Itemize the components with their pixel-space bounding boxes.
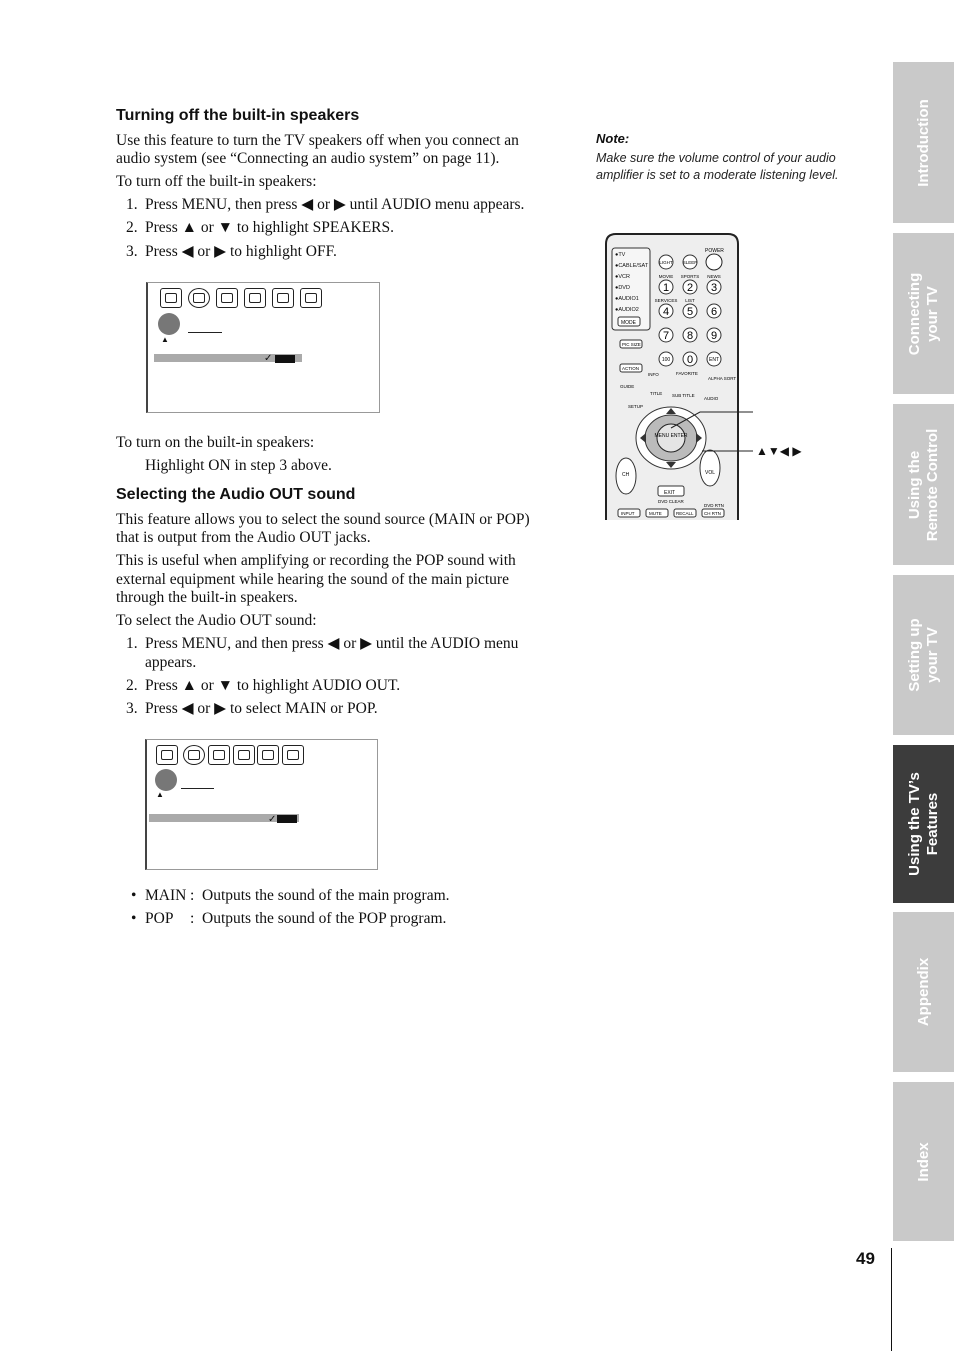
lock-menu-icon xyxy=(272,288,294,308)
setup-label: SETUP xyxy=(628,404,644,409)
selected-audio-icon xyxy=(155,769,177,791)
key-6: 6 xyxy=(710,306,718,318)
pop-menu-icon xyxy=(300,288,322,308)
step-text: Press MENU, then press ◀ or ▶ until AUDIO menu appears. xyxy=(145,196,525,213)
paragraph-line: Use this feature to turn the TV speakers off when you connect an xyxy=(116,132,519,149)
subtitle-label: SUB TITLE xyxy=(672,393,695,398)
step-number: 2. xyxy=(126,677,138,694)
tab-remote-control[interactable] xyxy=(893,404,954,565)
up-arrow-icon: ▲ xyxy=(156,790,164,799)
paragraph-line: through the built-in speakers. xyxy=(116,589,298,606)
services-label: SERVICES xyxy=(654,298,678,303)
paragraph-line: This is useful when amplifying or recording the POP sound with xyxy=(116,552,516,569)
ch-label: CH xyxy=(622,472,630,478)
bullet-desc: Outputs the sound of the main program. xyxy=(202,887,450,904)
note-line: amplifier is set to a moderate listening level. xyxy=(596,168,839,182)
up-arrow-icon: ▲ xyxy=(161,335,169,344)
bullet-term: POP xyxy=(145,910,174,927)
mode-label: ●AUDIO1 xyxy=(615,296,639,302)
tab-features[interactable] xyxy=(893,745,954,903)
step-text: Press ▲ or ▼ to highlight SPEAKERS. xyxy=(145,219,394,236)
option-menu-icon xyxy=(244,288,266,308)
audio-label: AUDIO xyxy=(704,396,719,401)
tab-label: Using the Remote Control xyxy=(905,428,941,541)
key-0: 0 xyxy=(686,354,694,366)
selected-audio-icon xyxy=(158,313,180,335)
title-label: TITLE xyxy=(650,391,663,396)
power-label: POWER xyxy=(705,248,724,254)
audio-menu-icon xyxy=(183,745,205,765)
alpha-sort-label: ALPHA SORT xyxy=(708,376,737,381)
bullet-sep: : xyxy=(190,887,195,904)
cursor-icon: ✓ xyxy=(268,814,277,825)
tab-index[interactable] xyxy=(893,1082,954,1241)
key-2: 2 xyxy=(686,282,694,294)
key-ent: ENT xyxy=(709,357,719,363)
option-menu-icon xyxy=(233,745,255,765)
note-title: Note: xyxy=(596,131,630,146)
mode-button-label: MODE xyxy=(621,320,636,326)
bullet-term: MAIN xyxy=(145,887,187,904)
page-rule xyxy=(891,1248,892,1351)
recall-label: RECALL xyxy=(676,511,694,516)
mode-label: ●AUDIO2 xyxy=(615,307,639,313)
mute-label: MUTE xyxy=(649,511,662,516)
pic-size-label: PIC SIZE xyxy=(622,342,641,347)
step-text: Press ◀ or ▶ to select MAIN or POP. xyxy=(145,700,378,717)
vol-label: VOL xyxy=(705,470,716,476)
turn-on-text: Highlight ON in step 3 above. xyxy=(145,457,332,474)
highlight-bar-dark xyxy=(275,355,295,363)
light-button-label: LIGHT xyxy=(659,260,673,265)
tab-label: Setting up your TV xyxy=(905,618,941,692)
highlight-bar-dark xyxy=(277,815,297,823)
tab-label: Appendix xyxy=(914,957,932,1027)
tab-label: Connecting your TV xyxy=(905,272,941,355)
remote-control-illustration xyxy=(600,230,810,525)
menu-enter-label: MENU ENTER xyxy=(654,433,688,439)
dvd-clear-label: DVD CLEAR xyxy=(658,499,684,504)
info-label: INFO xyxy=(648,372,659,377)
menu-underline xyxy=(181,788,214,789)
audio-menu-icon xyxy=(188,288,210,308)
pop-menu-icon xyxy=(282,745,304,765)
key-7: 7 xyxy=(662,330,670,342)
lock-menu-icon xyxy=(257,745,279,765)
paragraph-line: audio system (see “Connecting an audio system” on page 11). xyxy=(116,150,500,167)
ch-rtn-label: CH RTN xyxy=(704,511,721,516)
guide-label: GUIDE xyxy=(620,384,635,389)
bullet-icon: • xyxy=(131,887,137,904)
cursor-icon: ✓ xyxy=(264,353,273,364)
paragraph-line: This feature allows you to select the sound source (MAIN or POP) xyxy=(116,511,530,528)
step-text: Press MENU, and then press ◀ or ▶ until the AUDIO menu xyxy=(145,635,519,652)
tab-appendix[interactable] xyxy=(893,912,954,1072)
note-line: Make sure the volume control of your audio xyxy=(596,151,836,165)
step-text: Press ▲ or ▼ to highlight AUDIO OUT. xyxy=(145,677,401,694)
step-number: 3. xyxy=(126,243,138,260)
input-label: INPUT xyxy=(621,511,635,516)
steps-intro: To select the Audio OUT sound: xyxy=(116,612,317,629)
setup-menu-icon xyxy=(208,745,230,765)
step-number: 1. xyxy=(126,635,138,652)
favorite-label: FAVORITE xyxy=(676,371,698,376)
mode-label: ●CABLE/SAT xyxy=(615,263,649,269)
key-100: 100 xyxy=(661,357,671,363)
step-number: 3. xyxy=(126,700,138,717)
turn-on-intro: To turn on the built-in speakers: xyxy=(116,434,315,451)
menu-underline xyxy=(188,332,222,333)
audio-out-menu-illustration xyxy=(145,739,378,870)
paragraph-line: external equipment while hearing the sound of the main picture xyxy=(116,571,509,588)
step-text: Press ◀ or ▶ to highlight OFF. xyxy=(145,243,337,260)
exit-label: EXIT xyxy=(664,490,676,496)
key-5: 5 xyxy=(686,306,694,318)
tab-introduction[interactable] xyxy=(893,62,954,223)
section-heading-audio-out: Selecting the Audio OUT sound xyxy=(116,486,356,503)
section-heading-speakers: Turning off the built-in speakers xyxy=(116,107,360,124)
picture-menu-icon xyxy=(160,288,182,308)
step-text: appears. xyxy=(145,654,197,671)
bullet-sep: : xyxy=(190,910,195,927)
mode-label: ●TV xyxy=(615,252,626,258)
bullet-desc: Outputs the sound of the POP program. xyxy=(202,910,447,927)
audio-menu-illustration xyxy=(146,282,380,413)
key-9: 9 xyxy=(710,330,718,342)
callout-arrows-label: ▲▼◀ ▶ xyxy=(756,444,802,458)
page-number: 49 xyxy=(856,1249,875,1268)
paragraph-line: that is output from the Audio OUT jacks. xyxy=(116,529,371,546)
sports-label: SPORTS xyxy=(680,274,700,279)
list-label: LIST xyxy=(685,298,695,303)
step-number: 2. xyxy=(126,219,138,236)
news-label: NEWS xyxy=(707,274,721,279)
step-number: 1. xyxy=(126,196,138,213)
action-label: ACTION xyxy=(622,366,640,371)
mode-label: ●DVD xyxy=(615,285,630,291)
mode-label: ●VCR xyxy=(615,274,630,280)
tab-setting-up[interactable] xyxy=(893,575,954,735)
setup-menu-icon xyxy=(216,288,238,308)
bullet-icon: • xyxy=(131,910,137,927)
sleep-button-label: SLEEP xyxy=(682,260,698,265)
tab-connecting[interactable] xyxy=(893,233,954,394)
key-3: 3 xyxy=(710,282,718,294)
key-4: 4 xyxy=(662,306,670,318)
key-1: 1 xyxy=(662,282,670,294)
tab-label: Introduction xyxy=(914,98,932,187)
dvd-rtn-label: DVD RTN xyxy=(704,503,724,508)
steps-intro: To turn off the built-in speakers: xyxy=(116,173,317,190)
tab-label: Using the TV’s Features xyxy=(905,772,941,876)
movie-label: MOVIE xyxy=(658,274,674,279)
tab-label: Index xyxy=(914,1141,932,1182)
key-8: 8 xyxy=(686,330,694,342)
picture-menu-icon xyxy=(156,745,178,765)
